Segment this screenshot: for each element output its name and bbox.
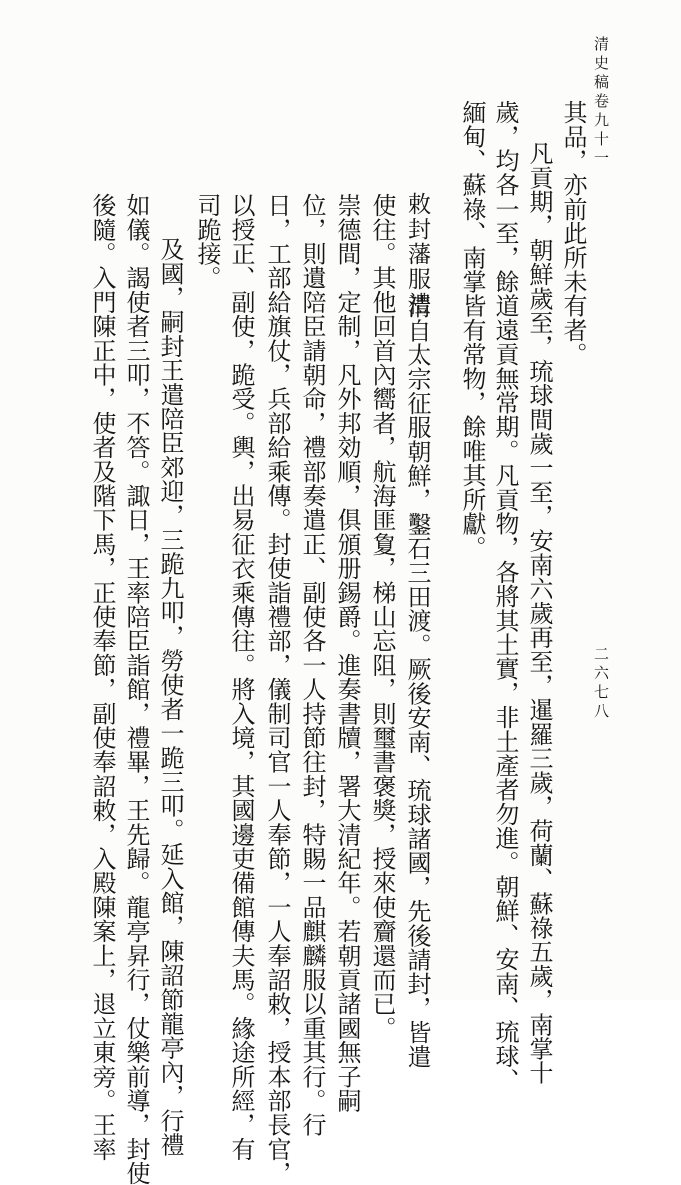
text-column: 司跪接。 xyxy=(193,193,221,290)
text-column: 凡貢期，朝鮮歲至，琉球間歲一至，安南六歲再至，暹羅三歲，荷蘭、蘇祿五歲，南掌十 xyxy=(525,141,553,1085)
text-column: 崇德間，定制，凡外邦効順，俱頒册錫爵。進奏書牘，署大清紀年。若朝貢諸國無子嗣 xyxy=(333,193,361,1113)
text-column: 清自太宗征服朝鮮，鑿石三田渡。厥後安南、琉球諸國，先後請封，皆遣 xyxy=(403,294,431,1069)
text-column: 以授正、副使，跪受。輿，出易征衣乘傳往。將入境，其國邊吏備館傳夫馬。緣途所經，有 xyxy=(227,193,255,1161)
text-column: 如儀。謁使者三叩，不答。諏日，王率陪臣詣館，禮畢，王先歸。龍亭昇行，仗樂前導，封使 xyxy=(122,193,150,1185)
text-column: 歲，均各一至，餘道遠貢無常期。凡貢物，各將其土實，非土產者勿進。朝鮮、安南、琉球、 xyxy=(491,100,519,1093)
section-title: 敕封藩服禮 xyxy=(404,192,430,317)
text-column: 後隨。入門陳正中，使者及階下馬，正使奉節，副使奉詔敕，入殿陳案上，退立東旁。王率 xyxy=(88,193,116,1161)
page-number: 二六七八 xyxy=(592,646,610,722)
text-column: 其品，亦前此所未有者。 xyxy=(559,100,587,367)
running-title: 清史稿卷九十一 xyxy=(592,36,610,169)
text-column: 使往。其他回首內嚮者，航海匪夐，梯山忘阻，則璽書褒獎，授來使齎還而已。 xyxy=(368,193,396,1040)
text-column: 緬甸、蘇祿、南掌皆有常物，餘唯其所獻。 xyxy=(458,100,486,560)
text-column: 及國，嗣封王遣陪臣郊迎，三跪九叩，勞使者一跪三叩。延入館，陳詔節龍亭內，行禮 xyxy=(156,237,184,1157)
text-column: 位，則遺陪臣請朝命，禮部奏遣正、副使各一人持節往封，特賜一品麒麟服以重其行。行 xyxy=(298,193,326,1137)
text-column: 日，工部給旗仗，兵部給乘傳。封使詣禮部，儀制司官一人奉節，一人奉詔敕，授本部長官， xyxy=(263,193,291,1185)
